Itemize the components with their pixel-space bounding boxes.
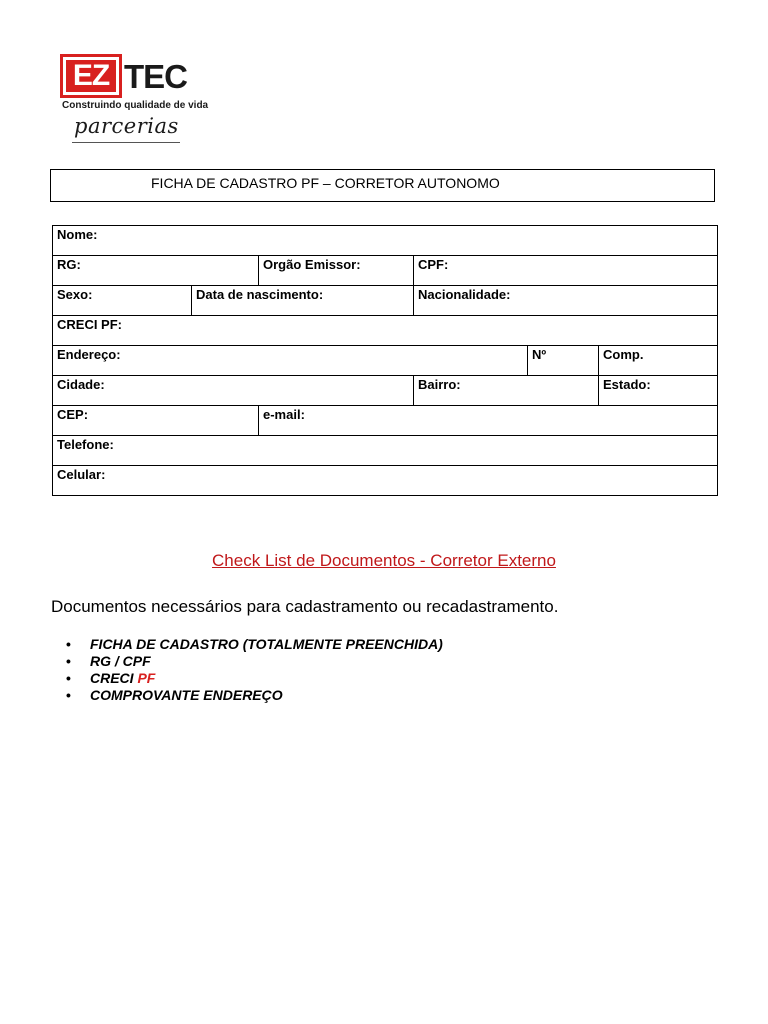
bairro-field[interactable]	[414, 376, 599, 406]
checklist-title: Check List de Documentos - Corretor Externo	[212, 551, 556, 570]
bullet-icon: •	[66, 670, 71, 686]
email-label: e-mail:	[263, 407, 305, 422]
logo-word: TEC	[124, 58, 187, 95]
estado-field[interactable]	[599, 376, 718, 406]
data-nascimento-label: Data de nascimento:	[196, 287, 324, 302]
bullet-icon: •	[66, 636, 71, 652]
registration-table	[52, 225, 718, 496]
email-field[interactable]	[259, 406, 718, 436]
table-row	[53, 346, 718, 376]
list-item	[66, 670, 443, 687]
list-item	[66, 687, 443, 704]
table-row	[53, 406, 718, 436]
logo-mark	[60, 54, 122, 98]
cidade-label: Cidade:	[57, 377, 105, 392]
table-row	[53, 466, 718, 496]
estado-label: Estado:	[603, 377, 651, 392]
logo-script: parcerias	[74, 114, 179, 138]
bullet-icon: •	[66, 687, 71, 703]
eztec-logo	[60, 54, 210, 149]
cep-label: CEP:	[57, 407, 89, 422]
nacionalidade-label: Nacionalidade:	[418, 287, 511, 302]
telefone-field[interactable]	[53, 436, 718, 466]
telefone-label: Telefone:	[57, 437, 114, 452]
list-item-text: COMPROVANTE ENDEREÇO	[90, 687, 283, 703]
form-title-box	[50, 169, 715, 202]
list-item-text: RG / CPF	[90, 653, 151, 669]
list-item	[66, 653, 443, 670]
celular-label: Celular:	[57, 467, 106, 482]
numero-field[interactable]	[528, 346, 599, 376]
creci-pf-suffix: PF	[137, 670, 156, 686]
table-row	[53, 286, 718, 316]
table-row	[53, 436, 718, 466]
nacionalidade-field[interactable]	[414, 286, 718, 316]
list-item	[66, 636, 443, 653]
cpf-field[interactable]	[414, 256, 718, 286]
bullet-icon: •	[66, 653, 71, 669]
nome-field[interactable]	[53, 226, 718, 256]
table-row	[53, 316, 718, 346]
cidade-field[interactable]	[53, 376, 414, 406]
form-title: FICHA DE CADASTRO PF – CORRETOR AUTONOMO	[151, 175, 500, 191]
numero-label: Nº	[532, 347, 547, 362]
creci-pf-field[interactable]	[53, 316, 718, 346]
list-item-text: FICHA DE CADASTRO (TOTALMENTE PREENCHIDA)	[90, 636, 443, 652]
logo-tagline: Construindo qualidade de vida	[62, 100, 209, 111]
rg-label: RG:	[57, 257, 81, 272]
creci-pf-label: CRECI PF:	[57, 317, 122, 332]
celular-field[interactable]	[53, 466, 718, 496]
documents-list	[66, 636, 443, 704]
sexo-field[interactable]	[53, 286, 192, 316]
rg-field[interactable]	[53, 256, 259, 286]
nome-label: Nome:	[57, 227, 98, 242]
endereco-field[interactable]	[53, 346, 528, 376]
orgao-emissor-label: Orgão Emissor:	[263, 257, 361, 272]
comp-label: Comp.	[603, 347, 644, 362]
bairro-label: Bairro:	[418, 377, 461, 392]
logo-underline	[72, 142, 180, 143]
table-row	[53, 226, 718, 256]
endereco-label: Endereço:	[57, 347, 121, 362]
table-row	[53, 376, 718, 406]
cep-field[interactable]	[53, 406, 259, 436]
data-nascimento-field[interactable]	[192, 286, 414, 316]
documents-heading: Documentos necessários para cadastramento ou recadastramento.	[51, 597, 559, 616]
list-item-text: CRECI	[90, 670, 138, 686]
cpf-label: CPF:	[418, 257, 449, 272]
logo-mark-text: EZ	[66, 60, 116, 92]
sexo-label: Sexo:	[57, 287, 93, 302]
orgao-emissor-field[interactable]	[259, 256, 414, 286]
comp-field[interactable]	[599, 346, 718, 376]
table-row	[53, 256, 718, 286]
